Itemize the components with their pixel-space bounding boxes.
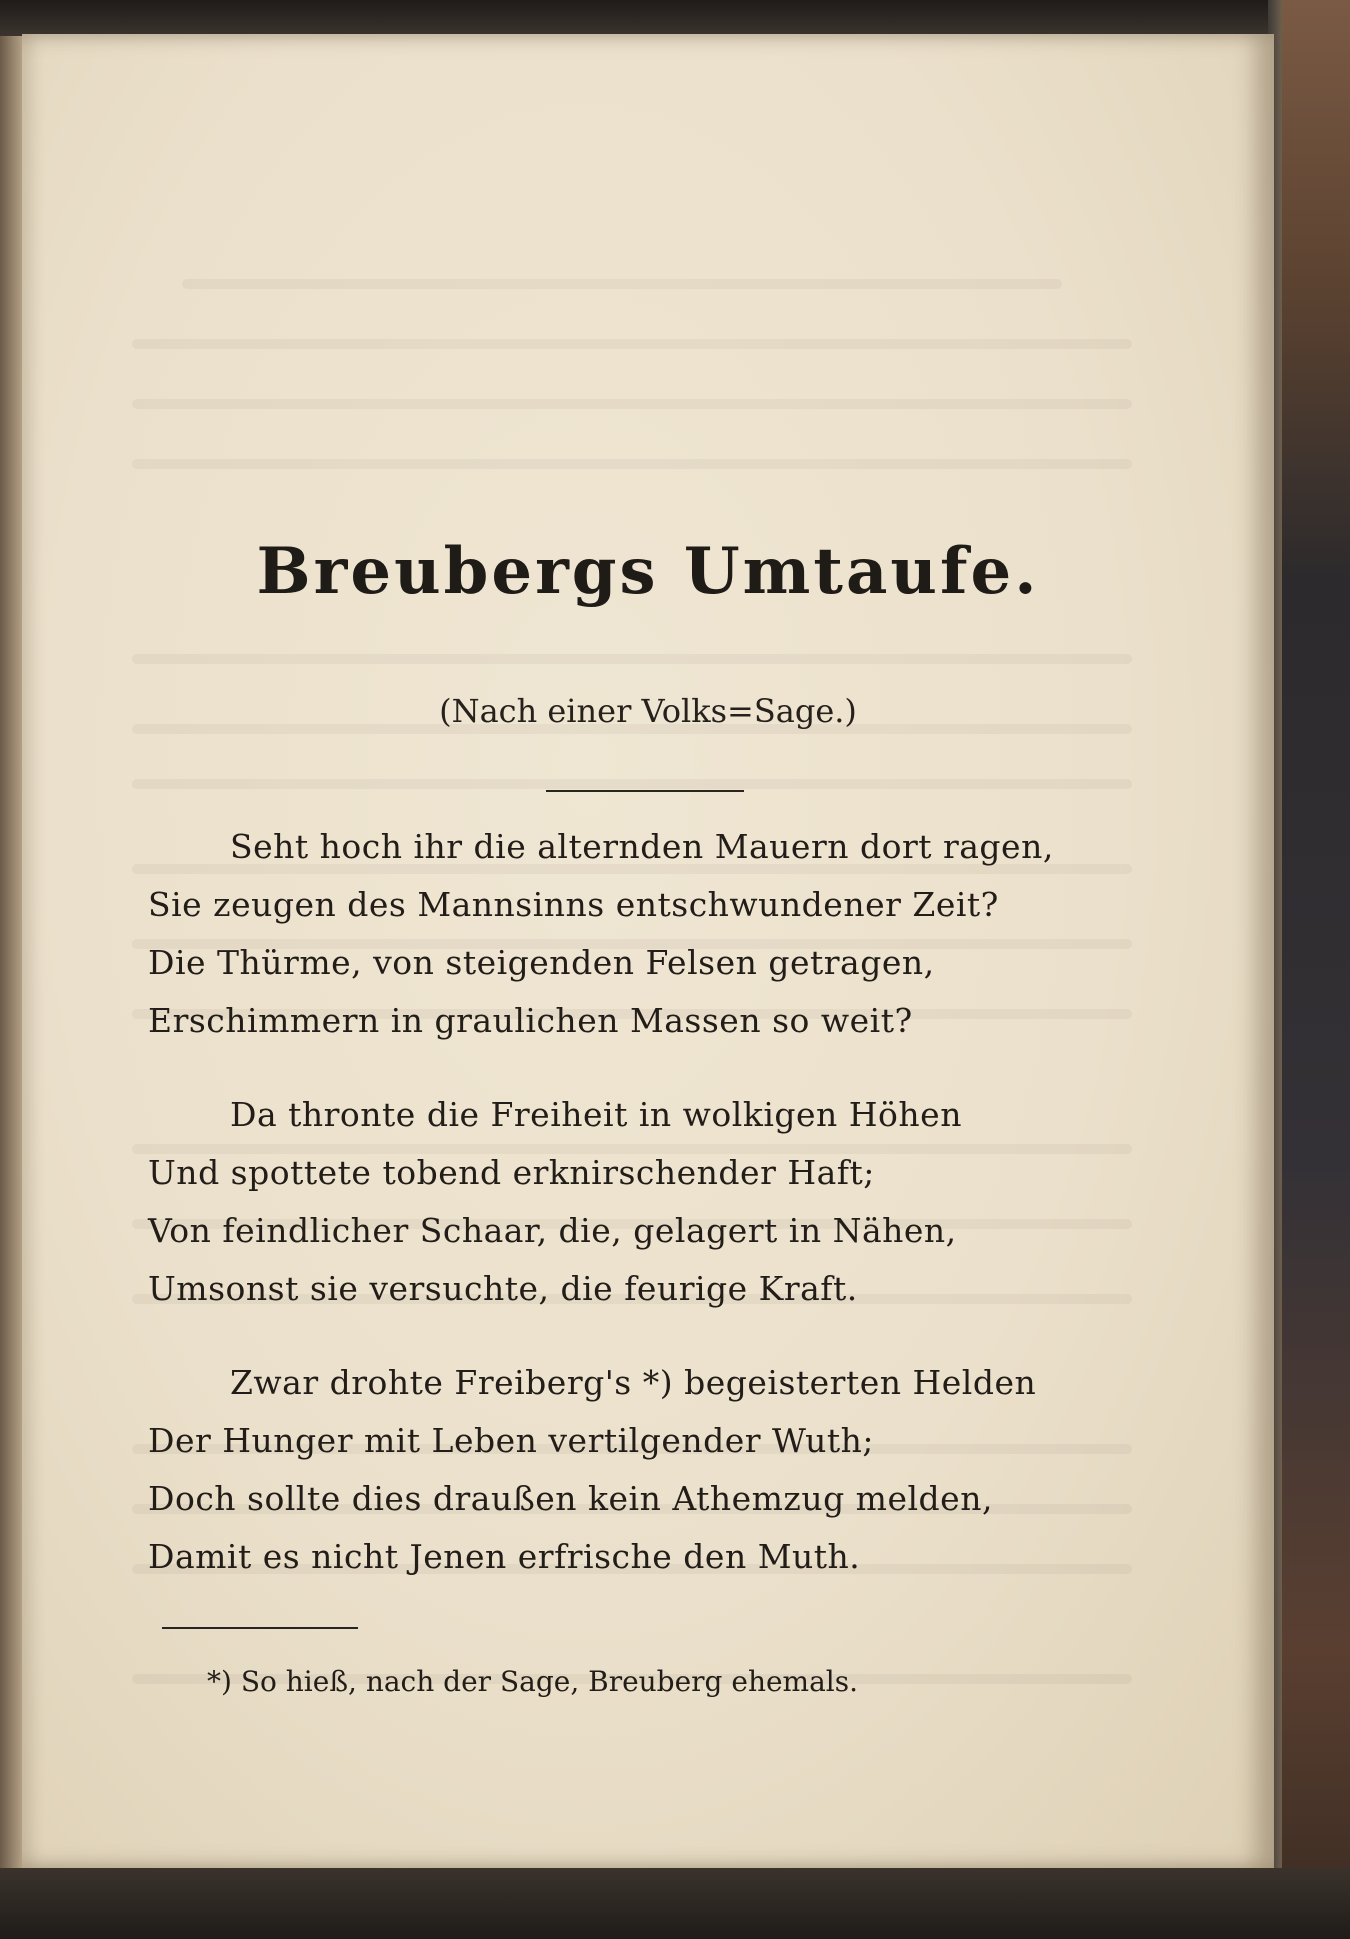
- verse-line: Erschimmern in graulichen Massen so weit?: [148, 1001, 913, 1040]
- book-spine-left: [0, 36, 24, 1868]
- verse-line: Und spottete tobend erknirschender Haft;: [148, 1153, 875, 1192]
- verse-line: Die Thürme, von steigenden Felsen getragen,: [148, 943, 935, 982]
- verse-line: Umsonst sie versuchte, die feurige Kraft.: [148, 1269, 858, 1308]
- verse-line: Damit es nicht Jenen erfrische den Muth.: [148, 1537, 861, 1576]
- footnote: *) So hieß, nach der Sage, Breuberg ehemals.: [207, 1665, 859, 1698]
- poem-title: Breubergs Umtaufe.: [256, 534, 1040, 609]
- verse-line: Von feindlicher Schaar, die, gelagert in Nähen,: [148, 1211, 957, 1250]
- book-page: [22, 34, 1274, 1868]
- title-divider: [546, 790, 744, 792]
- verse-line: Zwar drohte Freiberg's *) begeisterten Helden: [230, 1363, 1037, 1402]
- book-frame-top: [0, 0, 1350, 36]
- verse-line: Sie zeugen des Mannsinns entschwundener Zeit?: [148, 885, 999, 924]
- verse-line: Doch sollte dies draußen kein Athemzug melden,: [148, 1479, 993, 1518]
- book-frame-bottom: [0, 1868, 1350, 1939]
- poem-subtitle: (Nach einer Volks=Sage.): [439, 692, 857, 730]
- verse-line: Seht hoch ihr die alternden Mauern dort ragen,: [230, 827, 1054, 866]
- verse-line: Der Hunger mit Leben vertilgender Wuth;: [148, 1421, 875, 1460]
- book-cover-right: [1268, 0, 1350, 1939]
- verse-line: Da thronte die Freiheit in wolkigen Höhen: [230, 1095, 962, 1134]
- footnote-divider: [162, 1627, 358, 1629]
